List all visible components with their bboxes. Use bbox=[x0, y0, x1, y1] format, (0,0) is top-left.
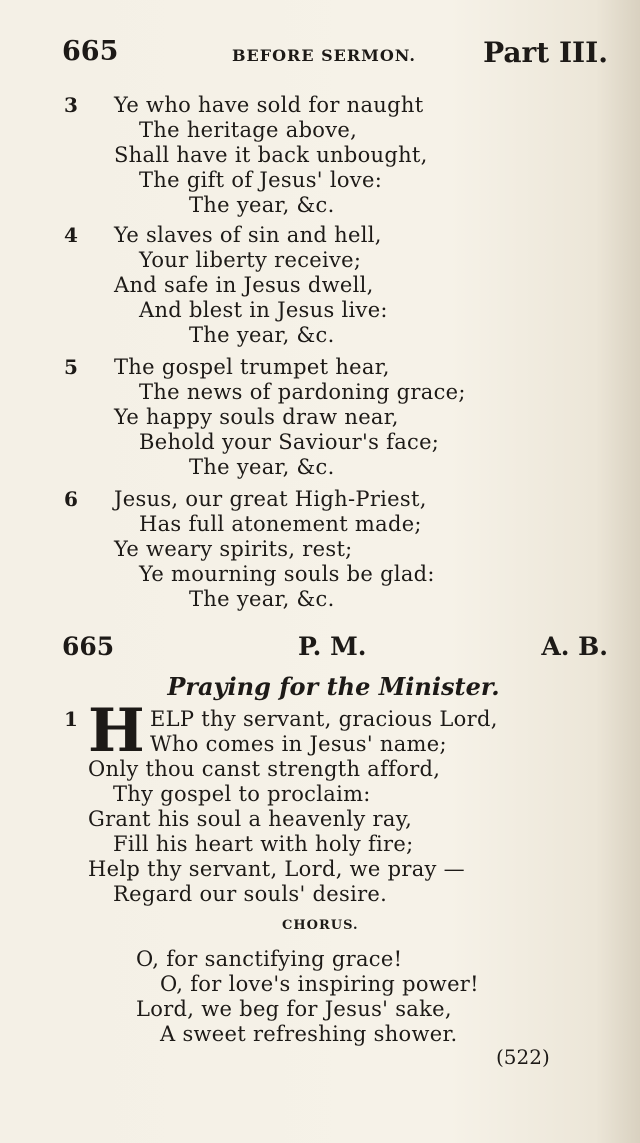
part-label: Part III. bbox=[483, 36, 608, 69]
verse-line: Ye who have sold for naught bbox=[114, 93, 424, 117]
hymn-number: 665 bbox=[62, 632, 115, 661]
chorus-line: A sweet refreshing shower. bbox=[160, 1022, 458, 1046]
verse-line: And blest in Jesus live: bbox=[139, 298, 388, 322]
verse-line: The gift of Jesus' love: bbox=[139, 168, 383, 192]
stanza-number: 4 bbox=[64, 223, 78, 247]
verse-line: Jesus, our great High-Priest, bbox=[114, 487, 427, 511]
page-header bbox=[62, 36, 608, 76]
refrain-line: The year, &c. bbox=[189, 323, 335, 347]
verse-line: The heritage above, bbox=[139, 118, 358, 142]
verse-line: The gospel trumpet hear, bbox=[114, 355, 390, 379]
verse-line: Has full atonement made; bbox=[139, 512, 422, 536]
refrain-line: The year, &c. bbox=[189, 455, 335, 479]
verse-line: Ye mourning souls be glad: bbox=[139, 562, 435, 586]
stanza-number: 3 bbox=[64, 93, 78, 117]
hymn-heading bbox=[62, 632, 608, 666]
verse-line: Only thou canst strength afford, bbox=[88, 757, 441, 781]
verse-line: Grant his soul a heavenly ray, bbox=[88, 807, 413, 831]
verse-line: ELP thy servant, gracious Lord, bbox=[150, 707, 498, 731]
stanza-number: 5 bbox=[64, 355, 78, 379]
verse-line: Behold your Saviour's face; bbox=[139, 430, 440, 454]
chorus-line: Lord, we beg for Jesus' sake, bbox=[136, 997, 452, 1021]
refrain-line: The year, &c. bbox=[189, 587, 335, 611]
verse-line: And safe in Jesus dwell, bbox=[114, 273, 374, 297]
verse-line: Shall have it back unbought, bbox=[114, 143, 428, 167]
running-title: BEFORE SERMON. bbox=[232, 46, 416, 65]
verse-line: Thy gospel to proclaim: bbox=[113, 782, 371, 806]
chorus-line: O, for love's inspiring power! bbox=[160, 972, 479, 996]
verse-line: Your liberty receive; bbox=[139, 248, 362, 272]
sheet-number: (522) bbox=[496, 1045, 550, 1069]
stanza-number: 6 bbox=[64, 487, 78, 511]
verse-line: Fill his heart with holy fire; bbox=[113, 832, 414, 856]
verse-line: Ye slaves of sin and hell, bbox=[114, 223, 382, 247]
refrain-line: The year, &c. bbox=[189, 193, 335, 217]
verse-line: Regard our souls' desire. bbox=[113, 882, 388, 906]
verse-line: Help thy servant, Lord, we pray — bbox=[88, 857, 465, 881]
hymn-title: Praying for the Minister. bbox=[167, 672, 500, 701]
chorus-label: CHORUS. bbox=[282, 918, 359, 933]
stanza-number: 1 bbox=[64, 707, 78, 731]
verse-line: Ye weary spirits, rest; bbox=[114, 537, 353, 561]
drop-cap: H bbox=[88, 696, 145, 766]
hymn-meter: P. M. bbox=[298, 632, 367, 661]
chorus-line: O, for sanctifying grace! bbox=[136, 947, 403, 971]
verse-line: Who comes in Jesus' name; bbox=[150, 732, 447, 756]
hymn-author: A. B. bbox=[541, 632, 608, 661]
page-number: 665 bbox=[62, 36, 119, 67]
verse-line: The news of pardoning grace; bbox=[139, 380, 466, 404]
verse-line: Ye happy souls draw near, bbox=[114, 405, 399, 429]
